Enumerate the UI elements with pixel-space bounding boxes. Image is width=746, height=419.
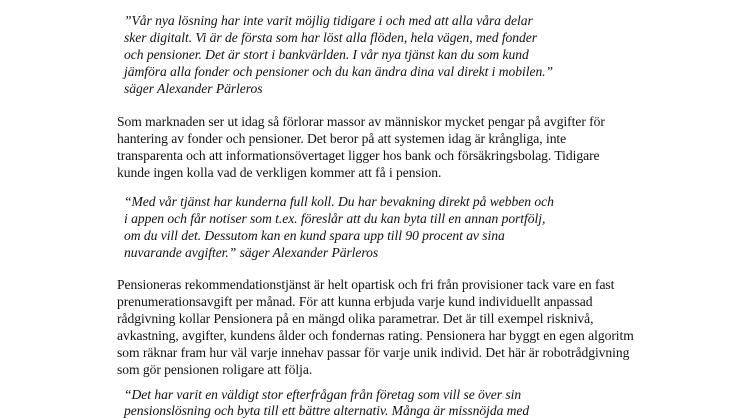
paragraph-line: hantering av fonder och pensioner. Det beror på att systemen idag är krångliga, inte	[117, 131, 567, 146]
quote-line: sker digitalt. Vi är de första som har löst alla flöden, hela vägen, med fonder	[124, 30, 538, 45]
quote-attribution: säger Alexander Pärleros	[124, 81, 263, 96]
paragraph-line: prenumerationsavgift per månad. För att kunna erbjuda varje kund individuellt anpassad	[117, 294, 593, 309]
paragraph-line: rådgivning kollar Pensionera på en mängd olika parametrar. Det är till exempel risknivå,	[117, 311, 594, 326]
paragraph-line: transparenta och att informationsövertaget ligger hos bank och försäkringsbolag. Tidigare	[117, 148, 600, 163]
paragraph-line: avkastning, avgifter, kundens ålder och fondernas rating. Pensionera har byggt en egen algoritm	[117, 328, 634, 343]
paragraph-line: som gör pensionen roligare att följa.	[117, 362, 313, 377]
quote-line: jämföra alla fonder och pensioner och du kan ändra dina val direkt i mobilen.”	[124, 64, 554, 79]
quote-line: om du vill det. Dessutom kan en kund spara upp till 90 procent av sina	[124, 228, 505, 243]
quote-attribution: nuvarande avgifter.” säger Alexander Pärleros	[124, 245, 379, 260]
paragraph-line: Som marknaden ser ut idag så förlorar massor av människor mycket pengar på avgifter för	[117, 114, 605, 129]
quote-line: pensionslösning och byta till ett bättre alternativ. Många är missnöjda med	[124, 403, 530, 418]
paragraph-line: som räknar fram hur väl varje innehav passar för varje unik individ. Det här är robotrådgivning	[117, 345, 630, 360]
quote-line: “Med vår tjänst har kunderna full koll. Du har bevakning direkt på webben och	[124, 194, 554, 209]
quote-line: ”Vår nya lösning har inte varit möjlig tidigare i och med att alla våra delar	[124, 13, 533, 28]
quote-line: i appen och får notiser som t.ex. föreslår att du kan byta till en annan portfölj,	[124, 211, 546, 226]
paragraph-line: kunde ingen kolla vad de verkligen kommer att få i pension.	[117, 165, 442, 180]
quote-line: “Det har varit en väldigt stor efterfrågan från företag som vill se över sin	[124, 387, 522, 402]
paragraph-line: Pensioneras rekommendationstjänst är helt opartisk och fri från provisioner tack vare en fast	[117, 277, 615, 292]
quote-line: och pensioner. Det är stort i bankvärlden. I vår nya tjänst kan du som kund	[124, 47, 529, 62]
